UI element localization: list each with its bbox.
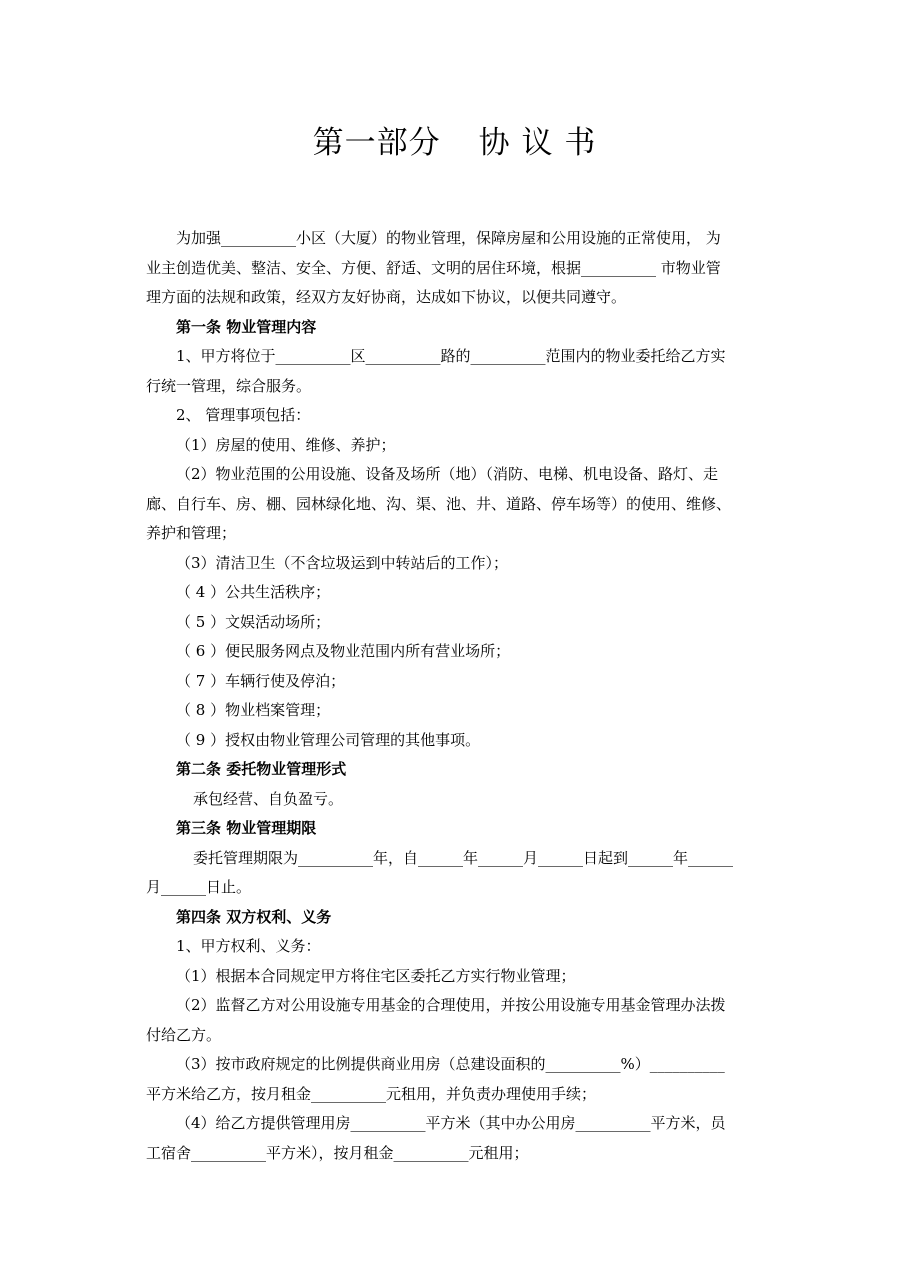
paragraph-line: 平方米给乙方，按月租金__________元租用，并负责办理使用手续； [146,1084,597,1103]
title-part: 第一部分 [312,125,441,161]
paragraph-line: 2、 管理事项包括： [176,406,311,424]
article-heading: 第四条 双方权利、义务 [176,907,332,926]
list-item: （1）根据本合同规定甲方将住宅区委托乙方实行物业管理； [176,966,576,985]
paragraph-line: 廊、自行车、房、棚、园林绿化地、沟、渠、池、井、道路、停车场等）的使用、维修、 [146,494,732,513]
list-item: （ 8 ）物业档案管理； [176,701,331,719]
list-item: （ 4 ）公共生活秩序； [176,583,331,601]
paragraph-line: 承包经营、自负盈亏。 [193,789,344,808]
article-heading: 第二条 委托物业管理形式 [176,760,347,778]
list-item: （2）物业范围的公用设施、设备及场所（地）（消防、电梯、机电设备、路灯、走 [176,465,719,483]
paragraph-line: 为加强__________小区（大厦）的物业管理，保障房屋和公用设施的正常使用， 为 [176,229,721,247]
list-item: （3）按市政府规定的比例提供商业用房（总建设面积的__________%）__________ [176,1055,725,1073]
paragraph-line: 付给乙方。 [146,1025,222,1044]
document-title [0,117,909,162]
list-item: （4）给乙方提供管理用房__________平方米（其中办公用房__________平方米，员 [176,1114,726,1132]
list-item: （3）清洁卫生（不含垃圾运到中转站后的工作）； [176,553,509,572]
list-item: （ 7 ）车辆行使及停泊； [176,671,346,690]
paragraph-line: 理方面的法规和政策，经双方友好协商，达成如下协议，以便共同遵守。 [146,288,627,306]
list-item: （1）房屋的使用、维修、养护； [176,435,396,454]
title-name: 协 议 书 [478,125,597,161]
list-item: （ 6 ）便民服务网点及物业范围内所有营业场所； [176,642,511,660]
paragraph-line: 业主创造优美、整洁、安全、方便、舒适、文明的居住环境，根据__________ 市物业管 [146,258,721,277]
paragraph-line: 养护和管理； [146,524,237,542]
paragraph-line: 月______日止。 [146,878,252,896]
list-item: （ 5 ）文娱活动场所； [176,612,331,631]
paragraph-line: 行统一管理，综合服务。 [146,376,312,395]
article-heading: 第三条 物业管理期限 [176,819,317,837]
list-item: （2）监督乙方对公用设施专用基金的合理使用，并按公用设施专用基金管理办法拨 [176,996,726,1014]
paragraph-line: 1、甲方权利、义务： [176,937,321,955]
list-item: （ 9 ）授权由物业管理公司管理的其他事项。 [176,730,481,749]
paragraph-line: 工宿舍__________平方米），按月租金__________元租用； [146,1143,529,1162]
article-heading: 第一条 物业管理内容 [176,317,317,336]
agreement-body [146,224,770,1168]
paragraph-line: 委托管理期限为__________年，自______年______月______日起到______年______ [193,848,734,867]
paragraph-line: 1、甲方将位于__________区__________路的__________范围内的物业委托给乙方实 [176,347,726,365]
